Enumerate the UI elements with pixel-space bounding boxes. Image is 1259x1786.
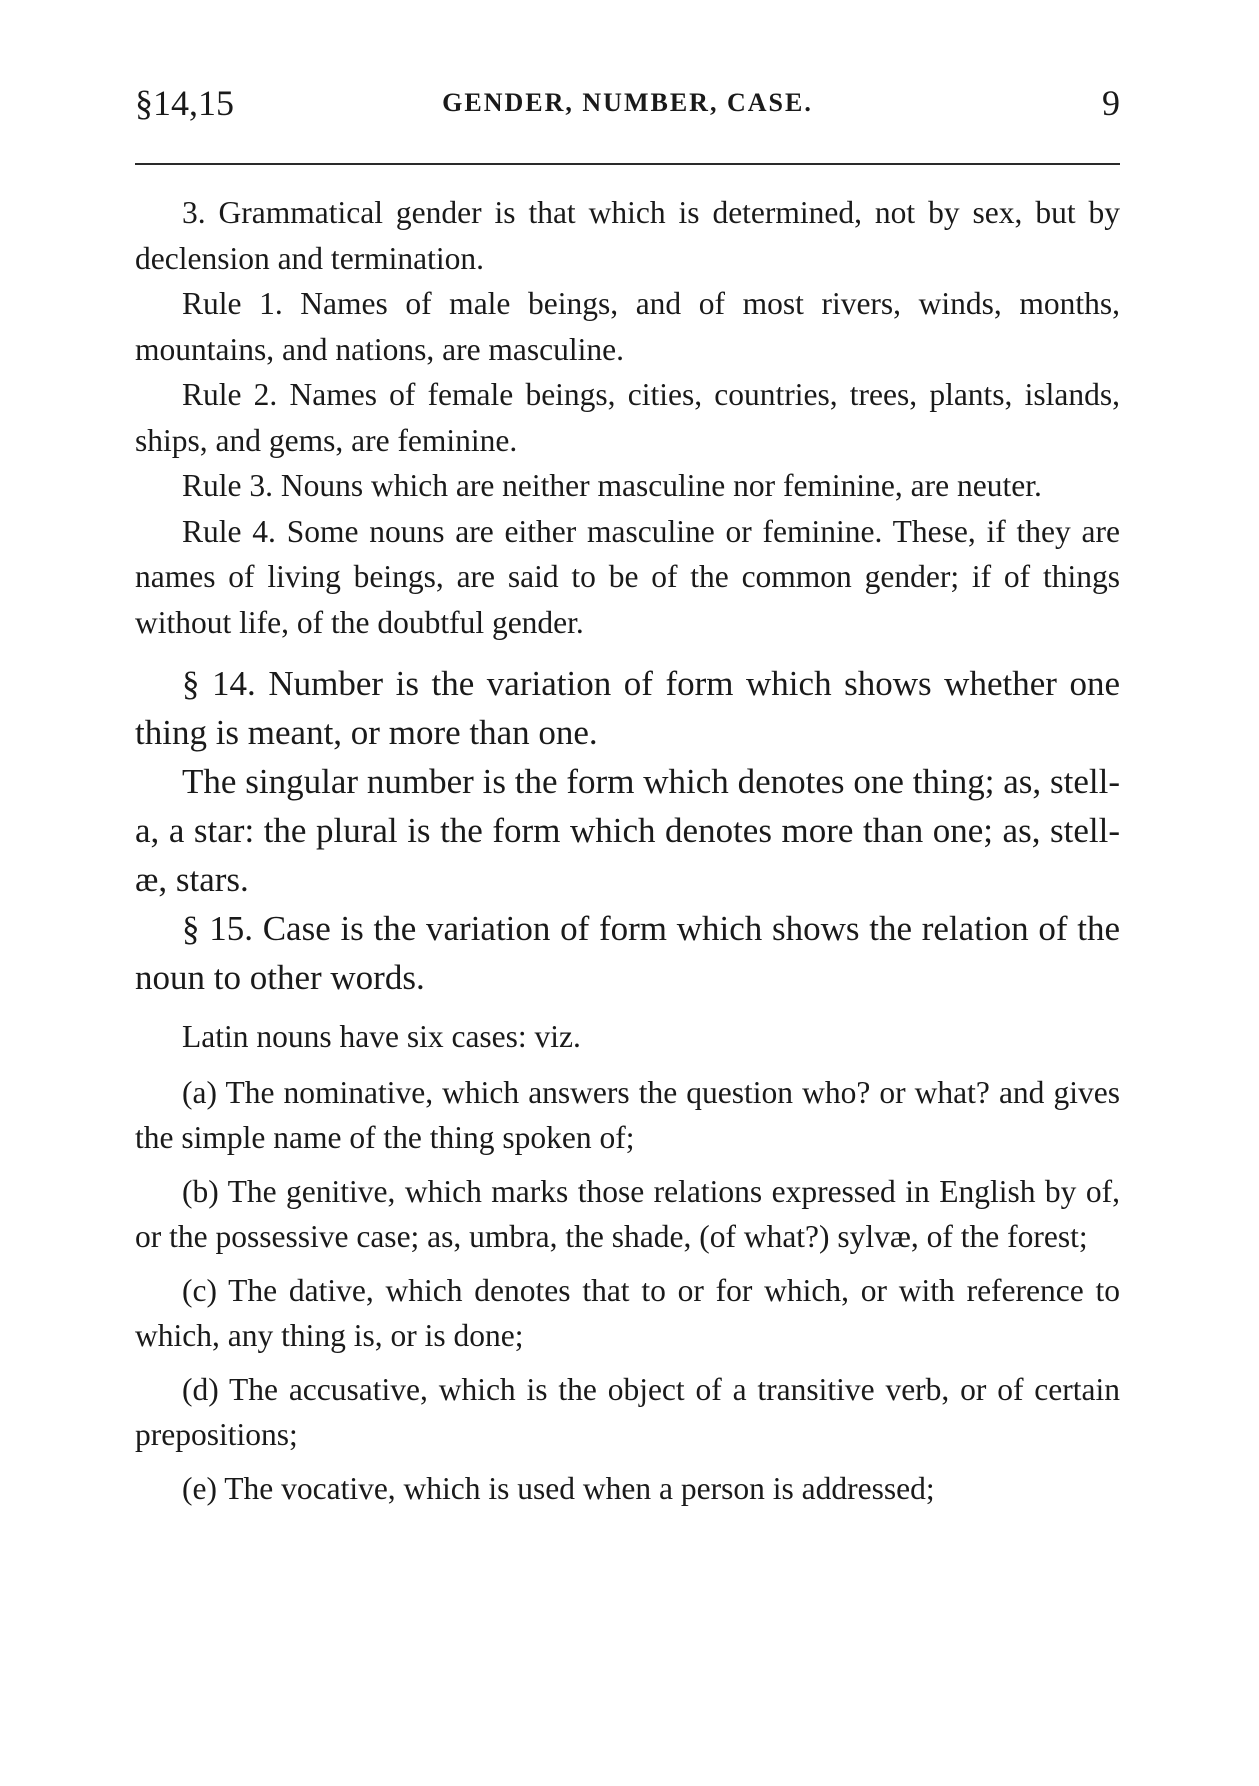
paragraph-case-b: (b) The genitive, which marks those relations expressed in English by of, or the possessive case; as, umbra, the shade, (of what?) sylvæ, of the forest; <box>135 1173 1120 1254</box>
paragraph-section-14: § 14. Number is the variation of form which shows whether one thing is meant, or more than one. <box>135 664 1120 752</box>
paragraph-case-c: (c) The dative, which denotes that to or for which, or with reference to which, any thing is, or is done; <box>135 1272 1120 1353</box>
header-title: GENDER, NUMBER, CASE. <box>442 88 813 117</box>
paragraph-grammatical-gender: 3. Grammatical gender is that which is determined, not by sex, but by declension and termination. <box>135 195 1120 276</box>
running-header <box>135 78 1120 128</box>
paragraph-rule-1: Rule 1. Names of male beings, and of most rivers, winds, months, mountains, and nations, are masculine. <box>135 286 1120 367</box>
page-body <box>135 190 1120 1511</box>
paragraph-section-15: § 15. Case is the variation of form which shows the relation of the noun to other words. <box>135 909 1120 997</box>
paragraph-case-e: (e) The vocative, which is used when a person is addressed; <box>182 1470 935 1506</box>
paragraph-singular-plural: The singular number is the form which denotes one thing; as, stell-a, a star: the plural is the form which denotes more than one; as, stell-æ, stars. <box>135 762 1120 899</box>
paragraph-rule-4: Rule 4. Some nouns are either masculine or feminine. These, if they are names of living beings, are said to be of the common gender; if of things without life, of the doubtful gender. <box>135 513 1120 640</box>
paragraph-case-a: (a) The nominative, which answers the question who? or what? and gives the simple name of the thing spoken of; <box>135 1074 1120 1155</box>
paragraph-case-d: (d) The accusative, which is the object of a transitive verb, or of certain prepositions; <box>135 1371 1120 1452</box>
paragraph-rule-2: Rule 2. Names of female beings, cities, countries, trees, plants, islands, ships, and gems, are feminine. <box>135 377 1120 458</box>
page-number: 9 <box>1102 83 1120 123</box>
header-section-ref: §14,15 <box>135 83 234 123</box>
header-rule <box>135 163 1120 165</box>
paragraph-rule-3: Rule 3. Nouns which are neither masculine nor feminine, are neuter. <box>182 468 1042 503</box>
paragraph-latin-cases: Latin nouns have six cases: viz. <box>182 1019 581 1054</box>
